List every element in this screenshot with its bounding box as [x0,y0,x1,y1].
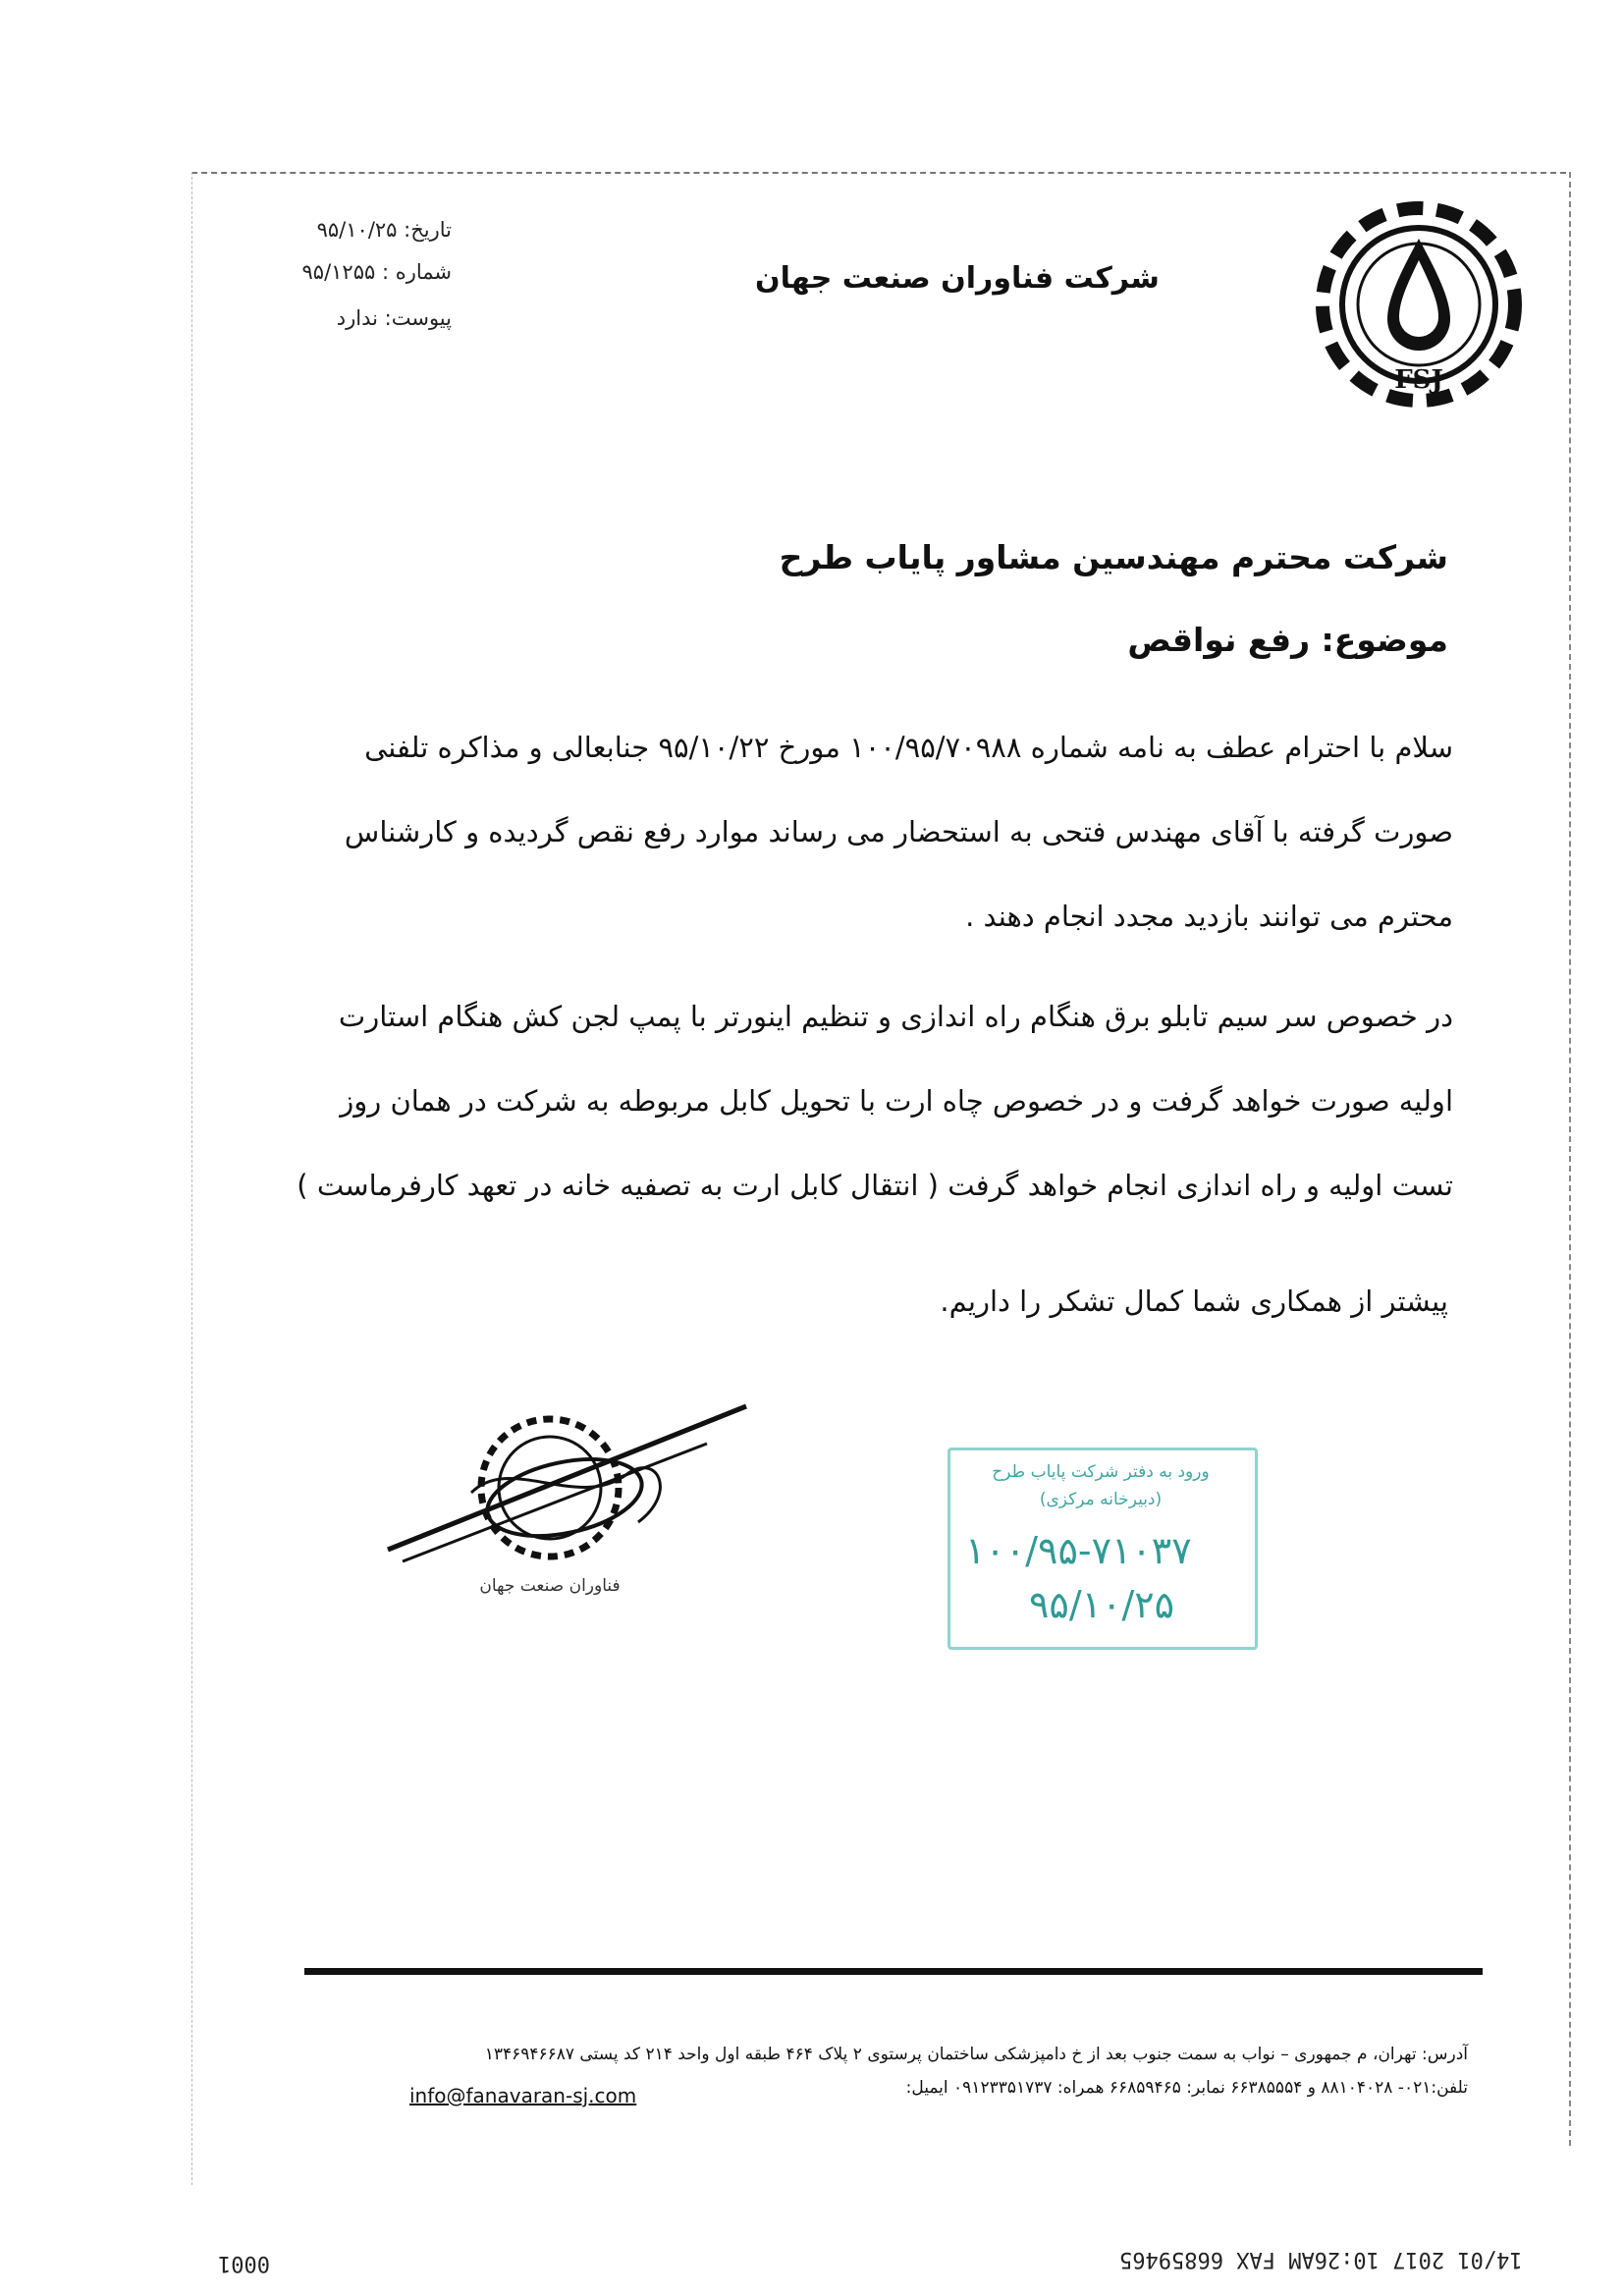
letter-date: تاریخ: ۹۵/۱۰/۲۵ [316,218,452,242]
stamp-title: ورود به دفتر شرکت پایاب طرح [992,1462,1210,1482]
stamp-registration-date: ۹۵/۱۰/۲۵ [1029,1583,1175,1626]
signature-caption: فناوران صنعت جهان [479,1576,621,1596]
svg-text:FSJ: FSJ [1394,365,1443,395]
stamp-registration-number: ۱۰۰/۹۵-۷۱۰۳۷ [965,1529,1192,1572]
scan-edge-right [1569,172,1571,2146]
received-stamp [947,1448,1258,1650]
company-logo [1301,191,1546,417]
letter-attachment: پیوست: ندارد [336,306,452,330]
company-name: شرکت فناوران صنعت جهان [755,261,1160,296]
scan-edge-left [191,172,192,2185]
subject: موضوع: رفع نواقص [1127,621,1448,659]
body-paragraph-2: در خصوص سر سیم تابلو برق هنگام راه اندازی و تنظیم اینورتر با پمپ لجن کش هنگام استارت اولیه صورت خواهد گرفت و در خصوص چاه ارت با تحویل کابل مربوطه به شرکت در همان روز تست اولیه و راه اندازی انجام خواهد گرفت ( انتقال کابل ارت به تصفیه خانه در تعهد کارفرماست ) [297,1000,1453,1202]
footer-rule [304,1968,1483,1975]
footer-email[interactable]: info@fanavaran-sj.com [409,2084,637,2107]
stamp-subtitle: (دبیرخانه مرکزی) [1039,1490,1163,1509]
scan-edge-top [191,172,1566,174]
footer-contact: تلفن:۰۲۱- ۸۸۱۰۴۰۲۸ و ۶۶۳۸۵۵۵۴ نمابر: ۶۶۸۵۹۴۶۵ همراه: ۰۹۱۲۳۳۵۱۷۳۷ ایمیل: [905,2078,1468,2098]
signature-seal [383,1394,756,1591]
body-paragraph-1: سلام با احترام عطف به نامه شماره ۱۰۰/۹۵/۷۰۹۸۸ مورخ ۹۵/۱۰/۲۲ جنابعالی و مذاکره تلفنی صورت گرفته با آقای مهندس فتحی به استحضار می رساند موارد رفع نقص گردیده و کارشناس محترم می توانند بازدید مجدد انجام دهند . [344,731,1453,933]
addressee: شرکت محترم مهندسین مشاور پایاب طرح [779,538,1448,576]
footer-address: آدرس: تهران، م جمهوری – نواب به سمت جنوب بعد از خ دامپزشکی ساختمان پرستوی ۲ پلاک ۴۶۴ طبقه اول واحد ۲۱۴ کد پستی ۱۳۴۶۹۴۶۶۸۷ [484,2045,1468,2064]
letter-number: شماره : ۹۵/۱۲۵۵ [301,260,452,284]
fax-header: 14/01 2017 10:26AM FAX 66859465 [1119,2247,1523,2271]
closing-line: پیشتر از همکاری شما کمال تشکر را داریم. [940,1285,1448,1318]
fax-page-number: 0001 [218,2251,270,2275]
